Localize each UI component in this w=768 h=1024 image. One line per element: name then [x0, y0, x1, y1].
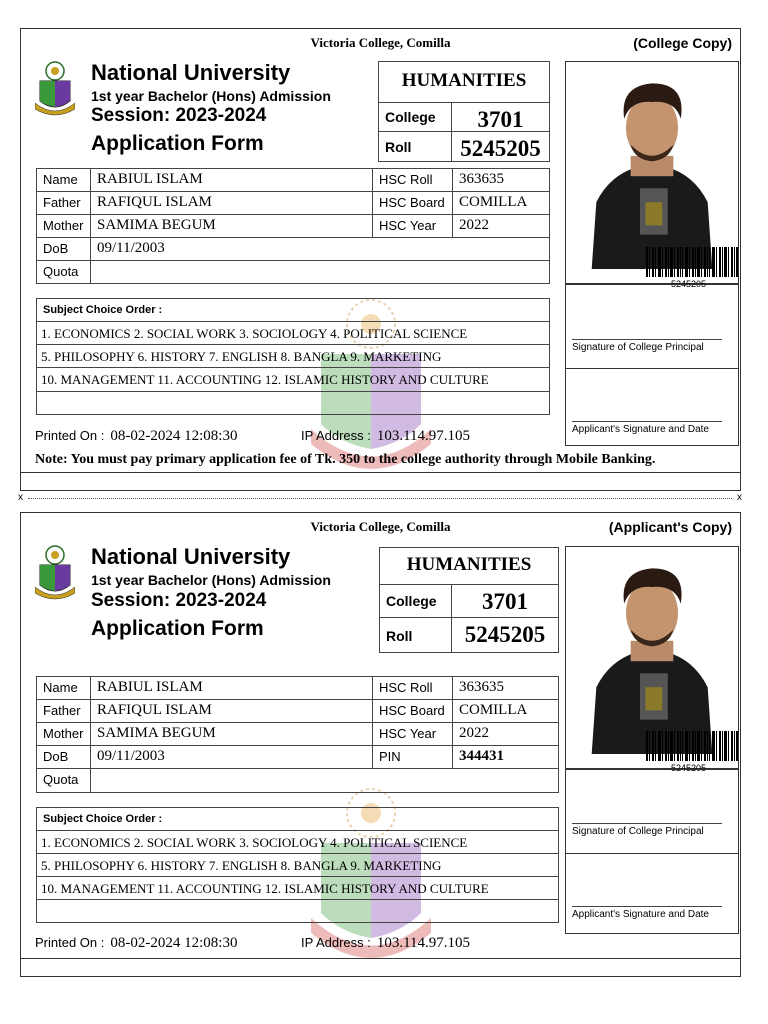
hsc-board-label: HSC Board — [372, 191, 453, 215]
signature-line — [572, 421, 722, 422]
father-label: Father — [36, 699, 91, 723]
applicant-photo — [567, 548, 737, 754]
college-code-label: College — [379, 584, 452, 618]
pin-label: PIN — [372, 745, 453, 769]
ip-address-label: IP Address : — [301, 935, 371, 950]
hsc-board-value: COMILLA — [452, 699, 559, 723]
quota-value — [90, 260, 550, 284]
copy-label: (Applicant's Copy) — [608, 519, 732, 535]
quota-label: Quota — [36, 768, 91, 793]
dob-value: 09/11/2003 — [90, 745, 373, 769]
name-label: Name — [36, 168, 91, 192]
applicant-signature-label: Applicant's Signature and Date — [572, 909, 709, 920]
barcode-number: 5245205 — [671, 763, 707, 773]
father-label: Father — [36, 191, 91, 215]
roll-label: Roll — [378, 131, 452, 162]
mother-label: Mother — [36, 214, 91, 238]
barcode-number: 5245205 — [671, 279, 707, 289]
college-code-value: 3701 — [451, 584, 559, 618]
quota-value — [90, 768, 559, 793]
hsc-board-label: HSC Board — [372, 699, 453, 723]
ip-address-value: 103.114.97.105 — [376, 428, 471, 444]
college-copy — [20, 28, 741, 491]
divider — [21, 958, 740, 959]
ip-address-value: 103.114.97.105 — [376, 935, 471, 951]
college-code-label: College — [378, 102, 452, 132]
payment-note: Note: You must pay primary application fee of Tk. 350 to the college authority through Mobile Banking. — [35, 452, 656, 467]
hsc-board-value: COMILLA — [452, 191, 550, 215]
hsc-roll-value: 363635 — [452, 168, 550, 192]
printed-on — [35, 428, 237, 445]
printed-on-label: Printed On : — [35, 935, 105, 950]
ip-address-label: IP Address : — [301, 428, 371, 443]
quota-label: Quota — [36, 260, 91, 284]
applicant-signature-box — [565, 853, 739, 934]
subject-line-empty — [36, 899, 559, 923]
session-label: Session: 2023-2024 — [91, 105, 267, 126]
dob-label: DoB — [36, 237, 91, 261]
college-code-value: 3701 — [451, 102, 550, 132]
printed-on-label: Printed On : — [35, 428, 105, 443]
hsc-roll-label: HSC Roll — [372, 676, 453, 700]
subject-line: 5. PHILOSOPHY 6. HISTORY 7. ENGLISH 8. BANGLA 9. MARKETING — [36, 853, 559, 877]
hsc-year-value: 2022 — [452, 722, 559, 746]
signature-line — [572, 823, 722, 824]
subject-line: 1. ECONOMICS 2. SOCIAL WORK 3. SOCIOLOGY 4. POLITICAL SCIENCE — [36, 830, 559, 854]
mother-label: Mother — [36, 722, 91, 746]
applicant-photo — [567, 63, 737, 269]
principal-signature-label: Signature of College Principal — [572, 342, 704, 353]
hsc-roll-value: 363635 — [452, 676, 559, 700]
cut-dotted-line — [28, 498, 732, 499]
unit-name: HUMANITIES — [378, 61, 550, 103]
session-label: Session: 2023-2024 — [91, 590, 267, 611]
university-name: National University — [91, 544, 291, 569]
subject-line: 1. ECONOMICS 2. SOCIAL WORK 3. SOCIOLOGY 4. POLITICAL SCIENCE — [36, 321, 550, 345]
ip-address — [301, 935, 470, 952]
roll-value: 5245205 — [451, 617, 559, 653]
subject-line: 10. MANAGEMENT 11. ACCOUNTING 12. ISLAMIC HISTORY AND CULTURE — [36, 367, 550, 392]
signature-line — [572, 906, 722, 907]
cut-mark-right: x — [737, 492, 742, 503]
barcode-icon — [646, 247, 738, 277]
hsc-year-value: 2022 — [452, 214, 550, 238]
subject-choice-header: Subject Choice Order : — [36, 298, 550, 322]
unit-name: HUMANITIES — [379, 547, 559, 585]
form-title: Application Form — [91, 132, 264, 155]
principal-signature-box — [565, 284, 739, 369]
pin-value: 344431 — [452, 745, 559, 769]
printed-on — [35, 935, 237, 952]
principal-signature-label: Signature of College Principal — [572, 826, 704, 837]
subject-line: 10. MANAGEMENT 11. ACCOUNTING 12. ISLAMIC HISTORY AND CULTURE — [36, 876, 559, 900]
university-logo-icon — [35, 59, 75, 117]
name-value: RABIUL ISLAM — [90, 168, 373, 192]
mother-value: SAMIMA BEGUM — [90, 722, 373, 746]
name-value: RABIUL ISLAM — [90, 676, 373, 700]
admission-title: 1st year Bachelor (Hons) Admission — [91, 88, 331, 104]
hsc-year-label: HSC Year — [372, 214, 453, 238]
applicant-signature-box — [565, 368, 739, 446]
form-title: Application Form — [91, 617, 264, 640]
hsc-year-label: HSC Year — [372, 722, 453, 746]
printed-on-value: 08-02-2024 12:08:30 — [110, 428, 238, 444]
college-name: Victoria College, Comilla — [310, 35, 451, 50]
university-logo-icon — [35, 543, 75, 601]
roll-label: Roll — [379, 617, 452, 653]
name-label: Name — [36, 676, 91, 700]
mother-value: SAMIMA BEGUM — [90, 214, 373, 238]
subject-choice-header: Subject Choice Order : — [36, 807, 559, 831]
signature-line — [572, 339, 722, 340]
divider — [21, 472, 740, 473]
subject-line: 5. PHILOSOPHY 6. HISTORY 7. ENGLISH 8. BANGLA 9. MARKETING — [36, 344, 550, 368]
hsc-roll-label: HSC Roll — [372, 168, 453, 192]
copy-label: (College Copy) — [633, 35, 732, 51]
subject-line-empty — [36, 391, 550, 415]
applicant-signature-label: Applicant's Signature and Date — [572, 424, 709, 435]
father-value: RAFIQUL ISLAM — [90, 699, 373, 723]
principal-signature-box — [565, 769, 739, 854]
cut-mark-left: x — [18, 492, 23, 503]
barcode-icon — [646, 731, 738, 761]
printed-on-value: 08-02-2024 12:08:30 — [110, 935, 238, 951]
roll-value: 5245205 — [451, 131, 550, 162]
university-name: National University — [91, 60, 291, 85]
applicant-copy — [20, 512, 741, 977]
father-value: RAFIQUL ISLAM — [90, 191, 373, 215]
admission-title: 1st year Bachelor (Hons) Admission — [91, 572, 331, 588]
dob-label: DoB — [36, 745, 91, 769]
ip-address — [301, 428, 470, 445]
college-name: Victoria College, Comilla — [310, 519, 451, 534]
dob-value: 09/11/2003 — [90, 237, 550, 261]
